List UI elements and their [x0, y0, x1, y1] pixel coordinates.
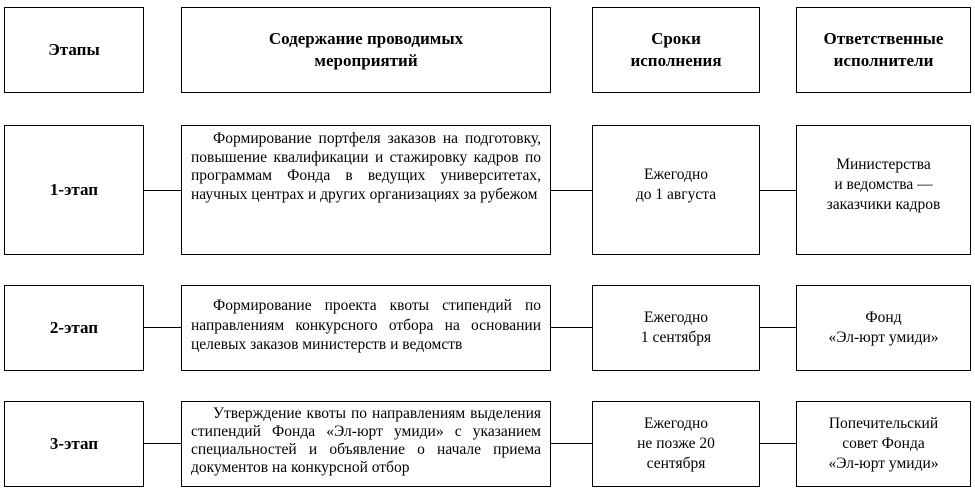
stage-3-responsible-text: Попечительский совет Фонда «Эл-юрт умиди»	[828, 415, 939, 472]
connector-3c	[760, 443, 796, 444]
connector-3a	[144, 443, 181, 444]
stage-2-deadline	[592, 285, 760, 371]
stage-2-content	[181, 285, 551, 371]
stage-1-box	[4, 125, 144, 255]
header-stages-label: Этапы	[48, 40, 100, 59]
connector-2a	[144, 327, 181, 328]
stage-2-content-text: Формирование проекта квоты стипендий по направлениям конкурсного отбора на основании целевых заказов министерств и ведомств	[191, 297, 541, 353]
stage-3-deadline-text: Ежегодно не позже 20 сентября	[637, 415, 715, 472]
stage-2-responsible-text: Фонд «Эл-юрт умиди»	[828, 309, 939, 346]
connector-1c	[760, 190, 796, 191]
stage-1-responsible	[796, 125, 971, 255]
header-content	[181, 7, 551, 93]
connector-3b	[551, 443, 592, 444]
stage-1-content-text: Формирование портфеля заказов на подготовку, повышение квалификации и стажировку кадров по программам Фонда в ведущих университетах, научных центрах и других организациях за рубежом	[191, 130, 541, 203]
stage-3-content-text: Утверждение квоты по направлениям выделения стипендий Фонда «Эл-юрт умиди» с указанием специальностей и объявление о начале приема документов на конкурсной отбор	[191, 405, 541, 476]
stage-3-box	[4, 401, 144, 487]
header-content-label: Содержание проводимых мероприятий	[268, 29, 464, 70]
stage-1-content	[181, 125, 551, 255]
stage-2-label: 2-этап	[49, 318, 99, 337]
connector-1b	[551, 190, 592, 191]
stage-3-responsible	[796, 401, 971, 487]
stage-1-responsible-text: Министерства и ведомства — заказчики кадров	[826, 156, 941, 213]
header-deadline-label: Сроки исполнения	[630, 29, 722, 70]
connector-2c	[760, 327, 796, 328]
stage-3-content	[181, 401, 551, 487]
stage-3-deadline	[592, 401, 760, 487]
stage-1-label: 1-этап	[49, 180, 99, 199]
header-responsible-label: Ответственные исполнители	[823, 29, 944, 70]
stage-2-responsible	[796, 285, 971, 371]
stage-2-deadline-text: Ежегодно 1 сентября	[640, 309, 712, 346]
stage-1-deadline-text: Ежегодно до 1 августа	[635, 166, 717, 203]
header-stages	[4, 7, 144, 93]
stage-3-label: 3-этап	[49, 434, 99, 453]
header-responsible	[796, 7, 971, 93]
connector-2b	[551, 327, 592, 328]
stage-1-deadline	[592, 125, 760, 255]
stage-2-box	[4, 285, 144, 371]
header-deadline	[592, 7, 760, 93]
connector-1a	[144, 190, 181, 191]
